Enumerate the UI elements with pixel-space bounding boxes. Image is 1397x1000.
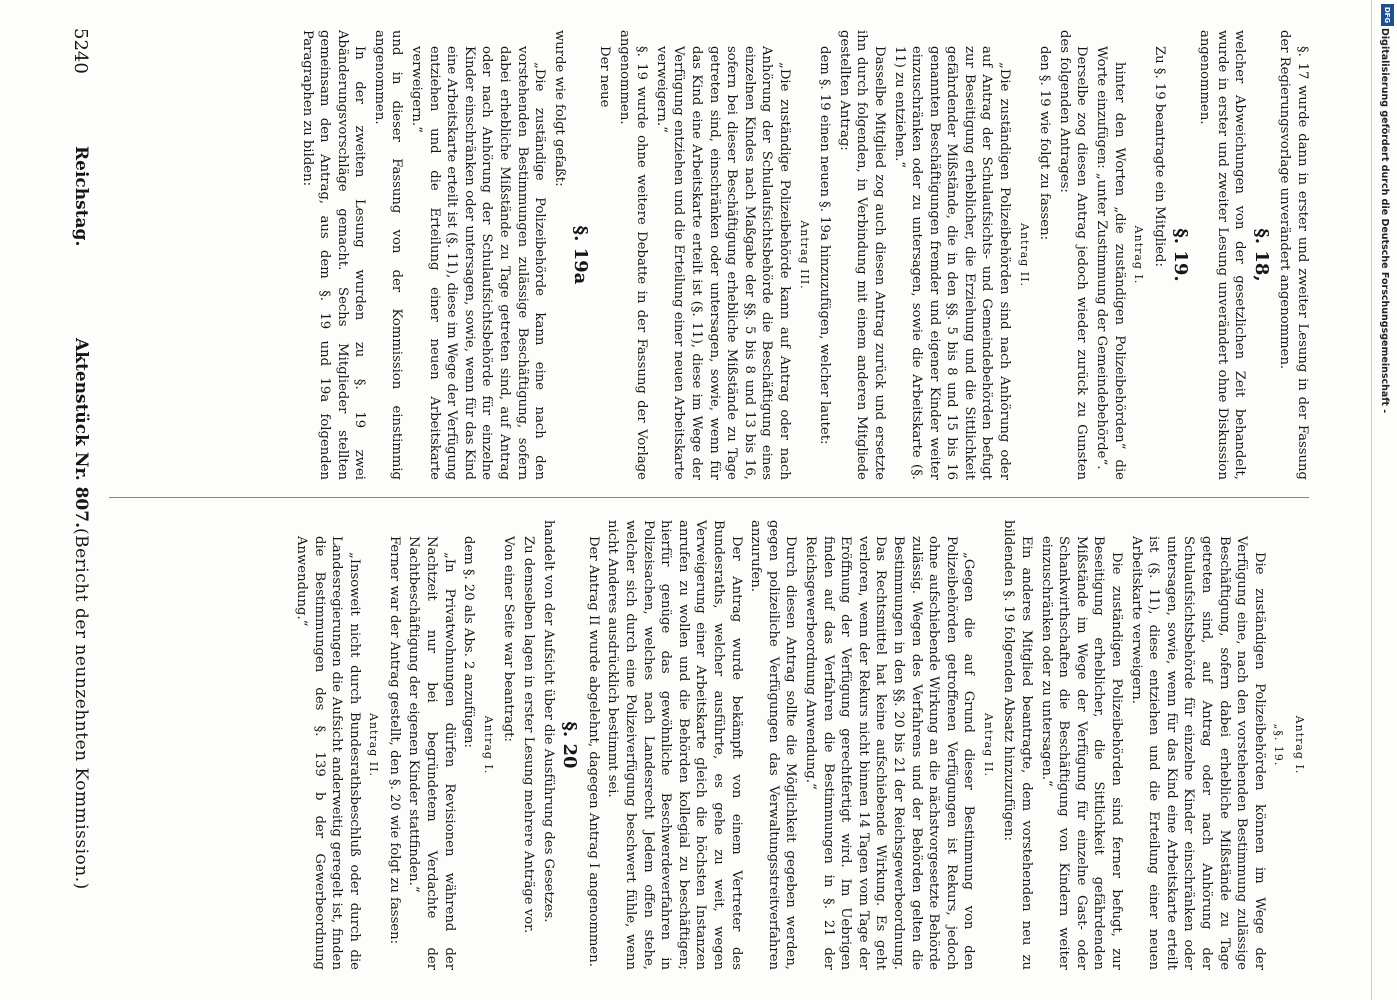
paragraph: Ein anderes Mitglied beantragte, dem vorstehenden neu zu bildenden §. 19 folgenden Absatz hinzuzufügen: xyxy=(1001,520,1035,970)
motion-label: Antrag III. xyxy=(797,220,811,290)
right-text-column xyxy=(111,520,1311,970)
motion-label: Antrag I. xyxy=(1293,715,1306,775)
quoted-text: „Insoweit nicht durch Bundesrathsbeschluß oder durch die Landesregierungen die Aufsicht anderweitig geregelt ist, finden die Bestimmungen des §. 139 b der Gewerbeordnung Anwendung.“ xyxy=(293,536,362,970)
paragraph: und in dieser Fassung von der Kommission einstimmig angenommen. xyxy=(371,30,405,480)
paragraph: Der Antrag II wurde abgelehnt, dagegen Antrag I angenommen. xyxy=(585,536,601,967)
motion-label: Antrag II. xyxy=(1017,223,1031,287)
quoted-text: Die zuständigen Polizeibehörden können im Wege der Verfügung eine, nach den vorstehenden Bestimmung zulässige Beschäftigung, sofern dabei erhebliche Mißstände zu Tage getreten sind, auf Antrag oder nach Anhörung der Schulaufsichtsbehörde für einzelne Kinder einschränken oder untersagen, sowie, wenn für das Kind eine Arbeitskarte erteilt ist (§. 11), diese entziehen und die Erteilung einer neuen Arbeitskarte verweigern. xyxy=(1128,536,1267,970)
section-heading: §. 20 xyxy=(559,721,581,769)
quoted-text: „Die zuständigen Polizeibehörden sind nach Anhörung oder auf Antrag der Schulaufsichts- und Gemeindebehörden befugt zur Beseitigung erheblicher, die Erziehung und die Sittlichkeit gefährdender Mißstände, die in den §§. 5 bis 8 und 15 bis 16 genannten Beschäftigungen fremder und eigener Kinder weiter einzuschränken oder zu untersagen, sowie die Arbeitskarte (§. 11) zu entziehen.“ xyxy=(891,46,1013,480)
left-text-column xyxy=(111,30,1311,480)
quoted-text: „Die zuständige Polizeibehörde kann auf Antrag oder nach Anhörung der Schulaufsichtsbehörde die Beschäftigung eines einzelnen Kindes nach Maßgabe der §§. 5 bis 8 und 13 bis 16, sofern bei dieser Beschäftigung erhebliche Mißstände zu Tage getreten sind, einschränken oder untersagen, sowie, wenn für das Kind eine Arbeitskarte erteilt ist (§. 11), diese im Wege der Verfügung entziehen und die Erteilung einer neuen Arbeitskarte verweigern.“ xyxy=(653,46,792,480)
section-heading: §. 19. xyxy=(1170,228,1192,282)
quoted-text: hinter den Worten „die zuständigen Polizeibehörden“ die Worte einzufügen: „unter Zustimmung der Gemeindebehörde“. xyxy=(1094,46,1127,480)
quoted-text: „In Privatwohnungen dürfen Revisionen während der Nachtzeit nur bei begründetem Verdachte der Nachtbeschäftigung der eigenen Kinder stattfinden.“ xyxy=(406,536,457,970)
column-divider xyxy=(109,497,1309,498)
paragraph: welcher Abweichungen von der gesetzlichen Zeit behandelt, wurde in erster und zweiter Lesung unverändert ohne Diskussion angenommen. xyxy=(1197,30,1248,480)
section-heading: §. 19a xyxy=(570,225,592,285)
paragraph: Dasselbe Mitglied zog auch diesen Antrag zurück und ersetzte ihn durch folgenden, in Verbindung mit einem anderen Mitgliede gestellten Antrag: xyxy=(836,30,887,480)
paragraph: Zu demselben lagen in erster Lesung mehrere Anträge vor. xyxy=(521,536,537,934)
running-header xyxy=(63,28,97,972)
paragraph: Ferner war der Antrag gestellt, den §. 20 wie folgt zu fassen: xyxy=(386,536,402,945)
paragraph: dem §. 20 als Abs. 2 anzufügen: xyxy=(461,536,477,748)
paragraph: handelt von der Aufsicht über die Ausführung des Gesetzes. xyxy=(540,520,556,923)
quoted-text: Die zuständigen Polizeibehörden sind ferner befugt, zur Beseitigung erheblicher, die Sittlichkeit gefährdenden Mißstände im Wege der Verfügung für einzelne Gast- oder Schankwirthschaften die Beschäftigung von Kindern weiter einzuschränken oder zu untersagen.“ xyxy=(1038,536,1125,970)
quoted-text: „Die zuständige Polizeibehörde kann eine nach den vorstehenden Bestimmungen zulässige Beschäftigung, sofern dabei erhebliche Mißstände zu Tage getreten sind, auf Antrag oder nach Anhörung der Schulaufsichtsbehörde für einzelne Kinder einschränken oder untersagen, sowie, wenn für das Kind eine Arbeitskarte erteilt ist (§. 11), diese im Wege der Verfügung entziehen und die Erteilung einer neuen Arbeitskarte verweigern.“ xyxy=(409,46,548,480)
paragraph: wurde wie folgt gefaßt: xyxy=(551,30,567,187)
paragraph: §. 19 wurde ohne weitere Debatte in der Fassung der Vorlage angenommen. xyxy=(616,30,650,480)
header-report-title: (Bericht der neunzehnten Kommission.) xyxy=(71,528,91,890)
paragraph: Derselbe zog diesen Antrag jedoch wieder zurück zu Gunsten des folgenden Antrages: xyxy=(1056,30,1090,480)
quoted-text: „Gegen die auf Grund dieser Bestimmung von den Polizeibehörden getroffenen Verfügungen ist Rekurs, jedoch ohne aufschiebende Wirkung an die nächstvorgesetzte Behörde zulässig. Wegen des Verfahrens und der Behörden gelten die Bestimmungen in den §§. 20 bis 21 der Reichsgewerbeordnung. Das Rechtsmittel hat keine aufschiebende Wirkung. Es geht verloren, wenn der Rekurs nicht binnen 14 Tagen vom Tage der Eröffnung der Verfügung gerechtfertigt wird. Im Uebrigen finden auf das Verfahren die Bestimmungen in §. 21 der Reichsgewerbeordnung Anwendung.“ xyxy=(802,536,977,970)
header-document-number: Aktenstück Nr. 807. xyxy=(71,338,91,529)
paragraph: Zu §. 19 beantragte ein Mitglied: xyxy=(1151,46,1167,267)
motion-label: Antrag II. xyxy=(981,713,995,777)
header-publication: Reichstag. xyxy=(71,146,91,247)
paragraph: Von einer Seite war beantragt: xyxy=(501,536,517,743)
digitization-attribution: Digitalisierung gefördert durch die Deutsche Forschungsgemeinschaft - xyxy=(1379,28,1390,414)
dfg-logo: DFG xyxy=(1381,4,1394,26)
section-heading: §. 18, xyxy=(1250,228,1272,282)
paragraph: Durch diesen Antrag sollte die Möglichkeit gegeben werden, gegen polizeiliche Verfügungen das Verwaltungsstreitverfahren anzurufen. xyxy=(748,520,799,970)
paragraph: Der Antrag wurde bekämpft von einem Vertreter des Bundesraths, welcher ausführte, es gehe zu weit, wegen Verweigerung einer Arbeitskarte gleich die höchsten Instanzen anrufen zu wollen und die Behörden kollegial zu beschäftigen; hierfür genüge das gewöhnliche Beschwerdeverfahren in Polizeisachen, welches nach Landesrecht Jedem offen stehe, welcher sich durch eine Polizeiverfügung beschwert fühle, wenn nicht Anderes ausdrücklich bestimmt sei. xyxy=(605,520,744,970)
scan-margin-line xyxy=(1371,0,1372,1000)
motion-label: Antrag II. xyxy=(367,713,381,777)
motion-label: Antrag I. xyxy=(481,715,495,775)
motion-label: „§. 19. xyxy=(1272,723,1286,767)
paragraph: Der neue xyxy=(597,46,613,108)
paragraph: dem §. 19 einen neuen §. 19a hinzuzufügen, welcher lautet: xyxy=(817,46,833,445)
paragraph: In der zweiten Lesung wurden zu §. 19 zwei Abänderungsvorschläge gemacht. Sechs Mitglieder stellten gemeinsam den Antrag, aus dem §. 19 und 19a folgenden Paragraphen zu bilden: xyxy=(299,30,368,480)
page-number: 5240 xyxy=(70,28,91,74)
paragraph: §. 17 wurde dann in erster und zweiter Lesung in der Fassung der Regierungsvorlage unverändert angenommen. xyxy=(1277,30,1310,480)
motion-label: Antrag I. xyxy=(1132,225,1146,285)
paragraph: den §. 19 wie folgt zu fassen: xyxy=(1037,46,1053,241)
